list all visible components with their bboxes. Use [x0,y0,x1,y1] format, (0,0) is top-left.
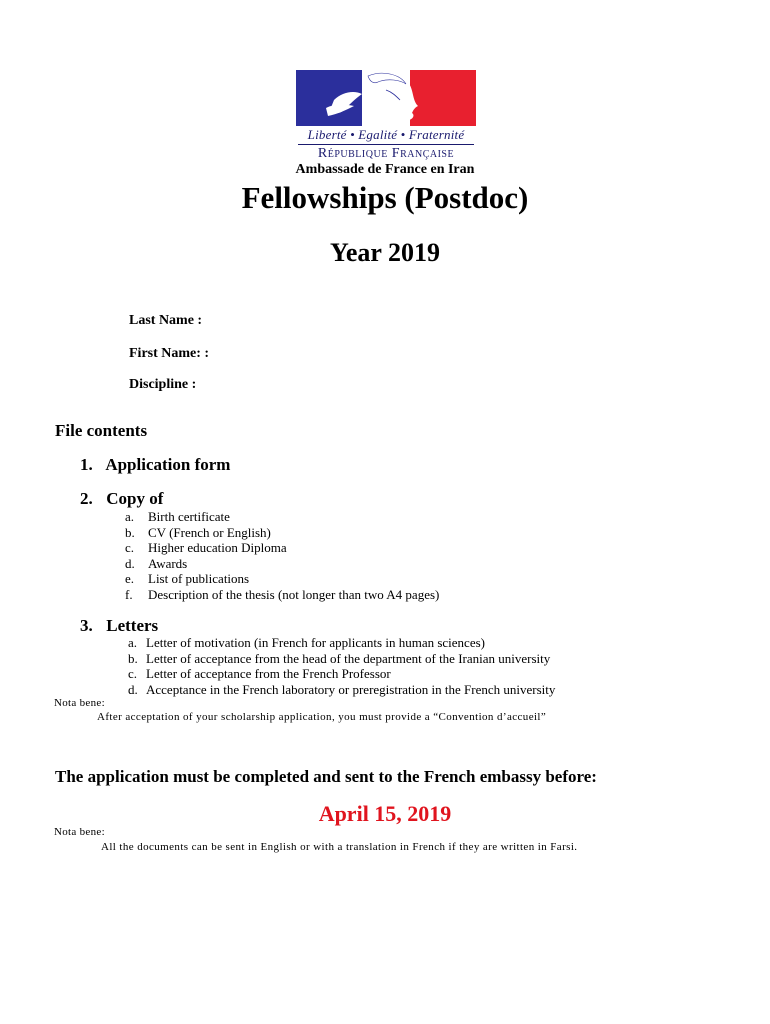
year-heading: Year 2019 [329,238,440,267]
list-item [125,571,439,587]
copy-of-list [125,509,439,602]
list-item [125,556,439,572]
list-item [128,666,555,682]
section-number: 3. [80,616,93,635]
nota-bene-text: After acceptation of your scholarship application, you must provide a “Convention d’accueil” [97,711,547,723]
embassy-name: Ambassade de France en Iran [295,162,475,177]
deadline-date: April 15, 2019 [318,801,452,826]
item-text: Birth certificate [148,509,230,524]
file-contents-heading: File contents [55,421,148,440]
list-item [125,540,439,556]
first-name-label: First Name: : [129,346,210,361]
list-item [128,635,555,651]
page-title: Fellowships (Postdoc) [241,180,529,215]
letters-list [128,635,555,697]
item-text: Letter of acceptance from the head of the department of the Iranian university [146,650,551,666]
section-letters [80,616,158,636]
item-text: List of publications [148,571,250,586]
nota-bene-label: Nota bene: [54,826,105,838]
item-text: Acceptance in the French laboratory or preregistration in the French university [146,681,556,697]
item-text: Description of the thesis (not longer than two A4 pages) [148,586,440,602]
logo-divider [298,144,474,145]
item-letter: d. [125,555,135,571]
discipline-label: Discipline : [129,377,197,392]
section-number: 1. [80,455,93,474]
item-text: Letter of acceptance from the French Professor [146,666,391,681]
logo-motto: Liberté • Egalité • Fraternité [307,127,465,142]
item-letter: e. [125,571,135,586]
nota-bene-label: Nota bene: [54,697,105,709]
marianne-flag-icon [296,70,476,126]
item-letter: d. [128,681,138,697]
logo-republique: République Française [317,146,455,161]
list-item [125,587,439,603]
republique-francaise-logo [296,70,476,162]
section-application-form [80,455,230,475]
deadline-text: The application must be completed and sent to the French embassy before: [55,767,597,786]
item-letter: a. [128,635,138,650]
item-letter: a. [125,509,135,524]
item-text: Higher education Diploma [148,540,287,555]
item-letter: b. [125,524,135,540]
section-label: Application form [105,455,231,474]
section-label: Copy of [106,489,164,508]
section-copy-of [80,489,163,509]
nota-bene-text: All the documents can be sent in English or with a translation in French if they are written in Farsi. [101,841,578,853]
item-letter: c. [125,540,135,555]
item-letter: f. [125,586,133,602]
section-number: 2. [80,489,93,508]
item-letter: b. [128,650,138,666]
item-text: Letter of motivation (in French for applicants in human sciences) [146,635,485,650]
list-item [125,525,439,541]
list-item [128,682,555,698]
item-text: CV (French or English) [148,524,271,540]
last-name-label: Last Name : [129,313,203,328]
item-text: Awards [148,555,188,571]
section-label: Letters [106,616,159,635]
list-item [125,509,439,525]
item-letter: c. [128,666,138,681]
list-item [128,651,555,667]
